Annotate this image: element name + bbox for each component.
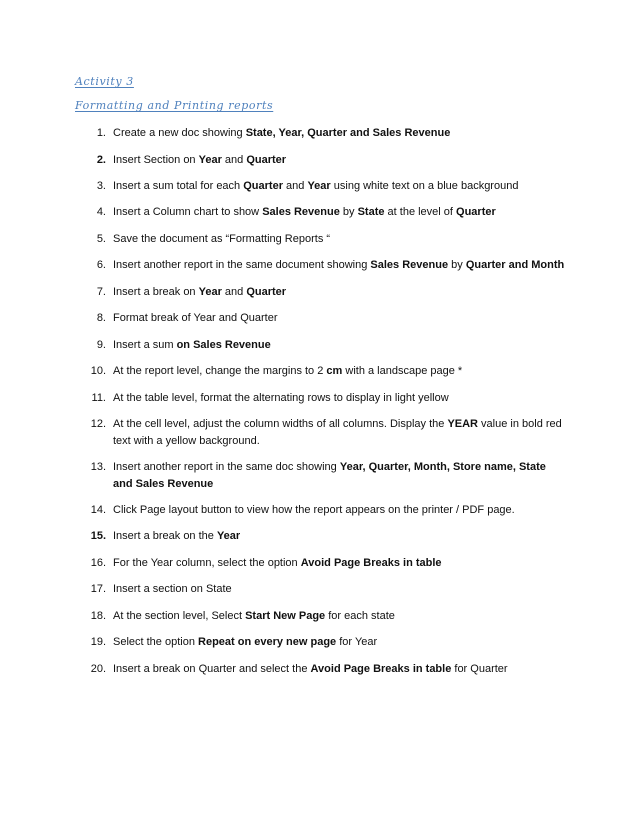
text-segment: Insert a sum total for each bbox=[113, 180, 244, 192]
bold-text: Quarter bbox=[246, 286, 287, 298]
text-segment: and bbox=[282, 180, 308, 192]
bold-text: Year bbox=[198, 154, 222, 166]
text-segment: for each state bbox=[325, 610, 395, 622]
list-item-number: 12. bbox=[90, 418, 106, 430]
text-segment: At the table level, format the alternating rows to display in light yellow bbox=[113, 392, 449, 404]
text-segment: for Quarter bbox=[451, 663, 508, 675]
list-item-text bbox=[113, 502, 568, 519]
list-item-text bbox=[113, 284, 568, 301]
text-segment: Save the document as “Formatting Reports “ bbox=[113, 233, 331, 245]
list-item-number: 16. bbox=[90, 557, 106, 569]
text-segment: and bbox=[221, 286, 247, 298]
list-item-number: 10. bbox=[90, 365, 106, 377]
bold-text: Sales Revenue bbox=[370, 259, 449, 271]
bold-text: Avoid Page Breaks in table bbox=[300, 557, 442, 569]
list-item-number: 9. bbox=[96, 339, 106, 351]
text-segment: value in bold red text with a yellow background. bbox=[113, 418, 562, 447]
list-item-text bbox=[113, 337, 568, 354]
bold-text: Repeat on every new page bbox=[198, 636, 337, 648]
text-segment: Create a new doc showing bbox=[113, 127, 246, 139]
activity-heading: Activity 3 bbox=[75, 75, 134, 88]
bold-text: Quarter bbox=[246, 154, 287, 166]
list-item-text bbox=[113, 257, 568, 274]
text-segment: For the Year column, select the option bbox=[113, 557, 301, 569]
list-item-text bbox=[113, 459, 568, 493]
text-segment: using white text on a blue background bbox=[330, 180, 519, 192]
text-segment: Insert another report in the same document showing bbox=[113, 259, 371, 271]
bold-text: Quarter bbox=[456, 206, 496, 218]
text-segment: Insert another report in the same doc showing bbox=[113, 461, 340, 473]
text-segment: Insert Section on bbox=[113, 154, 199, 166]
list-item-number: 19. bbox=[90, 636, 106, 648]
list-item-number: 13. bbox=[90, 461, 106, 473]
list-item-number: 5. bbox=[96, 233, 106, 245]
bold-text: Year bbox=[216, 530, 241, 542]
list-item-text bbox=[113, 661, 568, 678]
text-segment: Insert a break on the bbox=[113, 530, 217, 542]
bold-text: Quarter bbox=[243, 180, 283, 192]
list-item-text bbox=[113, 125, 568, 142]
section-subtitle: Formatting and Printing reports bbox=[75, 99, 274, 112]
list-item-text bbox=[113, 390, 568, 407]
list-item-number: 1. bbox=[96, 127, 106, 139]
text-segment: Insert a break on Quarter and select the bbox=[113, 663, 311, 675]
text-segment: by bbox=[448, 259, 466, 271]
text-segment: Insert a sum bbox=[113, 339, 177, 351]
text-segment: At the report level, change the margins to 2 bbox=[113, 365, 327, 377]
list-item-text bbox=[113, 416, 568, 450]
list-item-text bbox=[113, 528, 568, 545]
text-segment: by bbox=[339, 206, 358, 218]
text-segment: At the cell level, adjust the column widths of all columns. Display the bbox=[113, 418, 448, 430]
text-segment: At the section level, Select bbox=[113, 610, 246, 622]
text-segment: Select the option bbox=[113, 636, 199, 648]
bold-text: Quarter and Month bbox=[465, 259, 565, 271]
list-item-number: 15. bbox=[90, 530, 106, 542]
list-item-text bbox=[113, 310, 568, 327]
list-item-text bbox=[113, 231, 568, 248]
bold-text: cm bbox=[326, 365, 343, 377]
bold-text: Sales Revenue bbox=[262, 206, 340, 218]
list-item-number: 8. bbox=[96, 312, 106, 324]
bold-text: YEAR bbox=[447, 418, 478, 430]
bold-text: Start New Page bbox=[245, 610, 326, 622]
list-item-text bbox=[113, 204, 568, 221]
list-item-text bbox=[113, 634, 568, 651]
bold-text: State, Year, Quarter and Sales Revenue bbox=[245, 127, 451, 139]
bold-text: Avoid Page Breaks in table bbox=[310, 663, 452, 675]
list-item-number: 18. bbox=[90, 610, 106, 622]
list-item-number: 6. bbox=[96, 259, 106, 271]
text-segment: Insert a section on State bbox=[113, 583, 232, 595]
text-segment: Insert a break on bbox=[113, 286, 199, 298]
list-item-text bbox=[113, 581, 568, 598]
text-segment: Insert a Column chart to show bbox=[113, 206, 263, 218]
text-segment: for Year bbox=[336, 636, 378, 648]
text-segment: and bbox=[221, 154, 247, 166]
bold-text: Year bbox=[307, 180, 331, 192]
bold-text: Year bbox=[198, 286, 222, 298]
list-item-number: 2. bbox=[96, 154, 106, 166]
list-item-text bbox=[113, 178, 568, 195]
list-item-number: 3. bbox=[96, 180, 106, 192]
bold-text: on Sales Revenue bbox=[176, 339, 271, 351]
list-item-number: 11. bbox=[91, 392, 106, 404]
list-item-text bbox=[113, 555, 568, 572]
list-item-text bbox=[113, 608, 568, 625]
bold-text: Year, Quarter, Month, Store name, State and Sales Revenue bbox=[113, 461, 546, 490]
list-item-number: 4. bbox=[96, 206, 106, 218]
bold-text: State bbox=[357, 206, 385, 218]
list-item-number: 17. bbox=[90, 583, 106, 595]
list-item-text bbox=[113, 152, 568, 169]
list-item-number: 7. bbox=[96, 286, 106, 298]
list-item-text bbox=[113, 363, 568, 380]
list-item-number: 14. bbox=[90, 504, 106, 516]
text-segment: with a landscape page * bbox=[342, 365, 463, 377]
text-segment: Format break of Year and Quarter bbox=[113, 312, 278, 324]
text-segment: at the level of bbox=[384, 206, 457, 218]
list-item-number: 20. bbox=[90, 663, 106, 675]
text-segment: Click Page layout button to view how the report appears on the printer / PDF page. bbox=[113, 504, 515, 516]
